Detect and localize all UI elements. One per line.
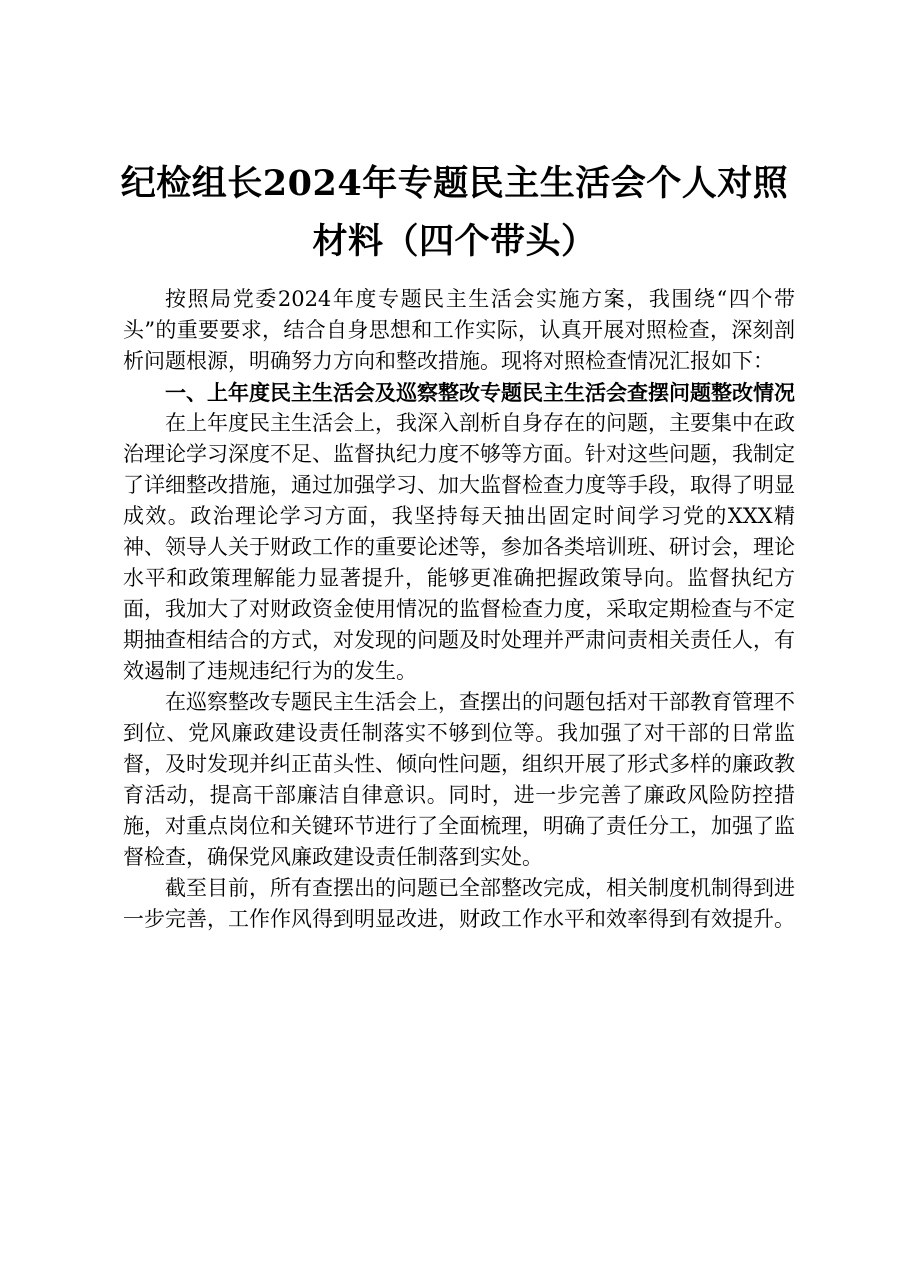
- body-paragraph: 在巡察整改专题民主生活会上，查摆出的问题包括对干部教育管理不到位、党风廉政建设责任制落实不够到位等。我加强了对干部的日常监督，及时发现并纠正苗头性、倾向性问题，组织开展了形式多样的廉政教育活动，提高干部廉洁自律意识。同时，进一步完善了廉政风险防控措施，对重点岗位和关键环节进行了全面梳理，明确了责任分工，加强了监督检查，确保党风廉政建设责任制落到实处。: [123, 690, 795, 869]
- section-heading-1: 一、上年度民主生活会及巡察整改专题民主生活会查摆问题整改情况: [165, 380, 795, 405]
- document-body: [123, 284, 795, 935]
- document-title: 纪检组长2024年专题民主生活会个人对照材料（四个带头）: [120, 163, 789, 262]
- body-paragraph: 在上年度民主生活会上，我深入剖析自身存在的问题，主要集中在政治理论学习深度不足、监督执纪力度不够等方面。针对这些问题，我制定了详细整改措施，通过加强学习、加大监督检查力度等手段，取得了明显成效。政治理论学习方面，我坚持每天抽出固定时间学习党的XXX精神、领导人关于财政工作的重要论述等，参加各类培训班、研讨会，理论水平和政策理解能力显著提升，能够更准确把握政策导向。监督执纪方面，我加大了对财政资金使用情况的监督检查力度，采取定期检查与不定期抽查相结合的方式，对发现的问题及时处理并严肃问责相关责任人，有效遏制了违规违纪行为的发生。: [123, 411, 795, 683]
- intro-paragraph: 按照局党委2024年度专题民主生活会实施方案，我围绕“四个带头”的重要要求，结合自身思想和工作实际，认真开展对照检查，深刻剖析问题根源，明确努力方向和整改措施。现将对照检查情况汇报如下：: [123, 287, 795, 373]
- body-paragraph: 截至目前，所有查摆出的问题已全部整改完成，相关制度机制得到进一步完善，工作作风得到明显改进，财政工作水平和效率得到有效提升。: [123, 876, 795, 931]
